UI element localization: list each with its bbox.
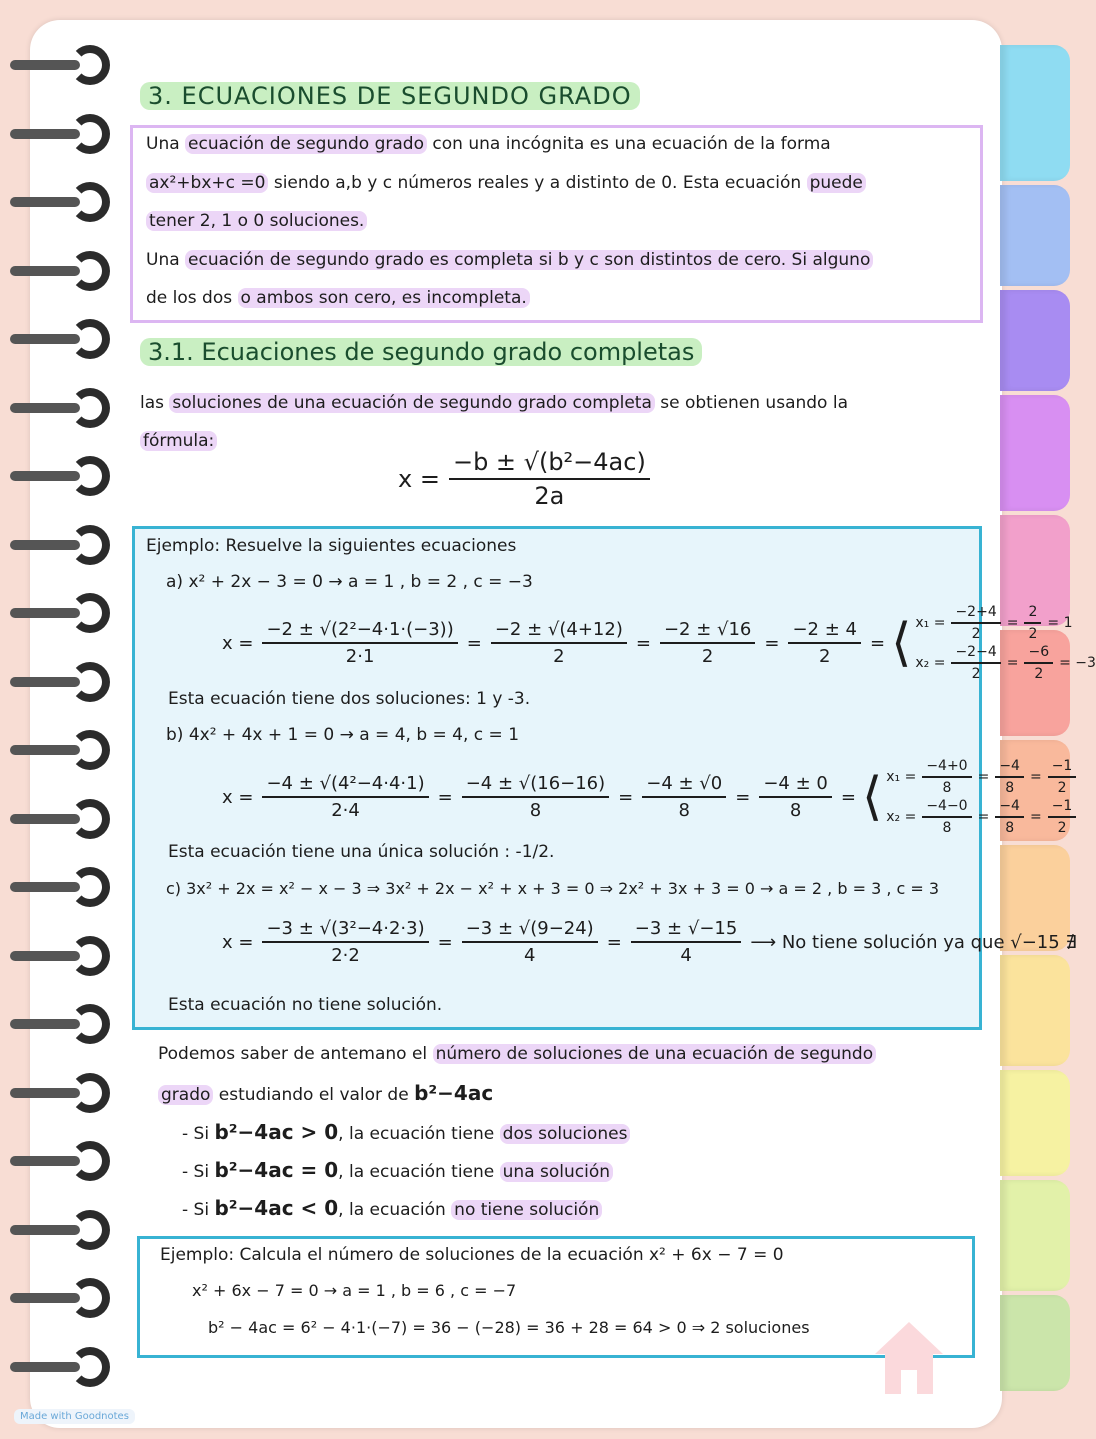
numerator: −4 ± √(4²−4·4·1) xyxy=(262,773,428,798)
denominator: 8 xyxy=(1005,820,1015,836)
eq-text: = xyxy=(840,786,856,808)
fraction xyxy=(449,448,650,510)
spiral-ring xyxy=(10,936,102,976)
branch-lines xyxy=(915,604,1096,682)
fraction xyxy=(951,644,1000,682)
example-heading: Ejemplo: Resuelve la siguientes ecuaciones xyxy=(146,536,517,556)
eq-text: x = xyxy=(222,931,254,953)
highlighted-text: ecuación de segundo grado es completa si b y c son distintos de cero. Si alguno xyxy=(185,250,873,270)
highlighted-text: ecuación de segundo grado xyxy=(185,134,427,154)
fraction xyxy=(1024,604,1041,642)
eq-text: = xyxy=(869,632,886,654)
numerator: −3 ± √(3²−4·2·3) xyxy=(262,918,428,943)
denominator: 2 xyxy=(1057,780,1067,796)
numerator: −4 ± √(16−16) xyxy=(462,773,609,798)
subsection-title-text: 3.1. Ecuaciones de segundo grado completas xyxy=(140,338,702,366)
spiral-ring xyxy=(10,1141,102,1181)
spiral-ring xyxy=(10,799,102,839)
fraction xyxy=(462,773,609,821)
highlighted-text: dos soluciones xyxy=(500,1124,631,1144)
numerator: −4 ± √0 xyxy=(642,773,726,798)
text: se obtienen usando la xyxy=(654,393,848,413)
definition-line xyxy=(146,134,831,154)
eq-text: = xyxy=(764,632,780,654)
section-tab-2[interactable] xyxy=(1000,185,1070,286)
numerator: −4−0 xyxy=(922,798,971,818)
eq-text: = xyxy=(1029,809,1042,825)
eq-text: = xyxy=(1006,655,1019,671)
eq-text: = 1 xyxy=(1047,615,1073,631)
text: - Si xyxy=(182,1200,215,1220)
spiral-ring xyxy=(10,182,102,222)
numerator: −2−4 xyxy=(951,644,1000,664)
numerator: −4 xyxy=(995,798,1024,818)
denominator: 8 xyxy=(1005,780,1015,796)
spiral-ring xyxy=(10,1278,102,1318)
discriminant-case xyxy=(182,1158,613,1182)
fraction xyxy=(759,773,832,821)
example-c-result: Esta ecuación no tiene solución. xyxy=(168,995,443,1015)
eq-text: = xyxy=(618,786,634,808)
discriminant-line xyxy=(158,1081,493,1105)
section-tab-9[interactable] xyxy=(1000,955,1070,1066)
bold-expression: b²−4ac < 0 xyxy=(214,1196,339,1220)
brace: ⟨ xyxy=(861,767,883,827)
eq-text: = −3 xyxy=(1059,655,1096,671)
branch-line xyxy=(915,644,1096,682)
example-b-equation: b) 4x² + 4x + 1 = 0 → a = 4, b = 4, c = 1 xyxy=(166,725,520,745)
spiral-ring xyxy=(10,456,102,496)
section-tab-1[interactable] xyxy=(1000,45,1070,181)
denominator: 8 xyxy=(789,800,802,821)
fraction xyxy=(1024,644,1053,682)
definition-line xyxy=(146,211,367,231)
eq-text: = xyxy=(466,632,482,654)
highlighted-text: ax²+bx+c =0 xyxy=(146,173,268,193)
bold-expression: b²−4ac xyxy=(414,1081,494,1105)
denominator: 4 xyxy=(523,945,536,966)
fraction xyxy=(262,773,428,821)
spiral-ring xyxy=(10,388,102,428)
fraction xyxy=(995,758,1024,796)
fraction xyxy=(262,619,457,667)
text: Una xyxy=(146,134,186,154)
eq-text: = xyxy=(1006,615,1019,631)
numerator: −2 ± √(2²−4·1·(−3)) xyxy=(262,619,457,644)
highlighted-text: número de soluciones de una ecuación de segundo xyxy=(433,1044,877,1064)
spiral-ring xyxy=(10,662,102,702)
brace: ⟨ xyxy=(891,613,912,673)
highlighted-text: fórmula: xyxy=(140,431,217,451)
fraction xyxy=(995,798,1024,836)
eq-text: = xyxy=(977,809,990,825)
denominator: 4 xyxy=(680,945,692,966)
denominator: 2 xyxy=(1057,820,1067,836)
example-2-heading: Ejemplo: Calcula el número de soluciones de la ecuación x² + 6x − 7 = 0 xyxy=(160,1245,784,1265)
fraction xyxy=(642,773,726,821)
quadratic-formula xyxy=(398,448,653,510)
eq-text: = xyxy=(735,786,751,808)
numerator: −2 ± √16 xyxy=(660,619,755,644)
eq-text: x = xyxy=(222,632,254,654)
text: Podemos saber de antemano el xyxy=(158,1044,433,1064)
fraction xyxy=(1048,758,1077,796)
discriminant-case xyxy=(182,1196,602,1220)
section-title xyxy=(140,82,640,110)
numerator: −2 ± √(4+12) xyxy=(491,619,627,644)
section-title-text: 3. ECUACIONES DE SEGUNDO GRADO xyxy=(140,82,640,110)
section-tab-4[interactable] xyxy=(1000,395,1070,511)
denominator: 2 xyxy=(971,666,981,682)
spiral-ring xyxy=(10,319,102,359)
example-b-result: Esta ecuación tiene una única solución : -1/2. xyxy=(168,842,555,862)
spiral-ring xyxy=(10,1210,102,1250)
numerator: −4+0 xyxy=(922,758,971,778)
text: con una incógnita es una ecuación de la forma xyxy=(427,134,831,154)
text: - Si xyxy=(182,1124,215,1144)
spiral-ring xyxy=(10,867,102,907)
text: , la ecuación tiene xyxy=(338,1124,500,1144)
text: - Si xyxy=(182,1162,215,1182)
eq-text: x₁ = xyxy=(915,615,946,631)
highlighted-text: una solución xyxy=(500,1162,613,1182)
denominator: 2·2 xyxy=(331,945,360,966)
bold-expression: b²−4ac > 0 xyxy=(214,1120,339,1144)
home-icon[interactable] xyxy=(873,1318,945,1396)
discriminant-line xyxy=(158,1044,876,1064)
example-a-solution xyxy=(222,604,1096,682)
definition-line xyxy=(146,250,873,270)
eq-text: = xyxy=(437,931,453,953)
fraction xyxy=(922,798,971,836)
eq-text: x₂ = xyxy=(886,809,917,825)
example-c-solution xyxy=(222,918,1077,966)
definition-line xyxy=(146,288,530,308)
section-tab-11[interactable] xyxy=(1000,1180,1070,1291)
denominator: 2 xyxy=(971,626,981,642)
fraction xyxy=(462,918,598,966)
goodnotes-watermark: Made with Goodnotes xyxy=(14,1409,135,1424)
fraction xyxy=(660,619,755,667)
numerator: −2 ± 4 xyxy=(788,619,861,644)
fraction xyxy=(631,918,742,966)
numerator: −6 xyxy=(1024,644,1053,664)
spiral-ring xyxy=(10,114,102,154)
eq-text: = xyxy=(437,786,453,808)
numerator: −b ± √(b²−4ac) xyxy=(449,448,650,480)
denominator: 2 xyxy=(553,646,565,667)
numerator: −2+4 xyxy=(951,604,1000,624)
numerator: −1 xyxy=(1048,758,1077,778)
eq-text: = xyxy=(606,931,622,953)
eq-text: = xyxy=(1029,769,1042,785)
branch-line xyxy=(886,798,1079,836)
eq-text: x₂ = xyxy=(915,655,946,671)
denominator: 2 xyxy=(701,646,714,667)
fraction xyxy=(1048,798,1077,836)
spiral-ring xyxy=(10,730,102,770)
highlighted-text: puede xyxy=(807,173,866,193)
text: Una xyxy=(146,249,186,270)
spiral-ring xyxy=(10,45,102,85)
section-tab-10[interactable] xyxy=(1000,1070,1070,1176)
example-a-result: Esta ecuación tiene dos soluciones: 1 y -3. xyxy=(168,689,531,709)
example-a-equation: a) x² + 2x − 3 = 0 → a = 1 , b = 2 , c = −3 xyxy=(166,572,533,592)
formula-intro-line xyxy=(140,393,848,413)
fraction xyxy=(951,604,1000,642)
solution-branches xyxy=(891,604,1096,682)
denominator: 2 xyxy=(1028,626,1038,642)
denominator: 8 xyxy=(529,800,542,821)
section-tab-3[interactable] xyxy=(1000,290,1070,391)
example-2-line-1: x² + 6x − 7 = 0 → a = 1 , b = 6 , c = −7 xyxy=(192,1281,517,1300)
denominator: 2a xyxy=(534,482,565,510)
denominator: 2 xyxy=(1034,666,1044,682)
fraction xyxy=(491,619,627,667)
numerator: −3 ± √(9−24) xyxy=(462,918,598,943)
eq-text: = xyxy=(635,632,651,654)
text: siendo a,b y c números reales y a distinto de 0. Esta ecuación xyxy=(268,172,807,193)
formula-intro-line xyxy=(140,431,217,451)
denominator: 8 xyxy=(942,820,952,836)
text: , la ecuación xyxy=(338,1200,452,1220)
spiral-ring xyxy=(10,1347,102,1387)
spiral-ring xyxy=(10,525,102,565)
highlighted-text: grado xyxy=(158,1085,213,1105)
bold-expression: b²−4ac = 0 xyxy=(214,1158,339,1182)
eq-text: = xyxy=(977,769,990,785)
numerator: −1 xyxy=(1048,798,1077,818)
denominator: 2·4 xyxy=(331,800,360,821)
denominator: 8 xyxy=(942,780,952,796)
example-b-solution xyxy=(222,758,1079,836)
branch-line xyxy=(915,604,1096,642)
highlighted-text: soluciones de una ecuación de segundo grado completa xyxy=(169,393,654,413)
text: las xyxy=(140,393,170,413)
discriminant-case xyxy=(182,1120,630,1144)
numerator: 2 xyxy=(1024,604,1041,624)
numerator: −3 ± √−15 xyxy=(631,918,742,943)
definition-line xyxy=(146,173,866,193)
denominator: 8 xyxy=(678,800,690,821)
eq-text: ⟶ No tiene solución ya que √−15 ∄ xyxy=(750,931,1077,953)
text: , la ecuación tiene xyxy=(338,1162,500,1182)
eq-text: x₁ = xyxy=(886,769,917,785)
highlighted-text: tener 2, 1 o 0 soluciones. xyxy=(146,211,367,231)
numerator: −4 ± 0 xyxy=(759,773,832,798)
example-c-equation: c) 3x² + 2x = x² − x − 3 ⇒ 3x² + 2x − x² + x + 3 = 0 ⇒ 2x² + 3x + 3 = 0 → a = 2 , b = 3 , c = 3 xyxy=(166,879,940,898)
spiral-ring xyxy=(10,593,102,633)
section-tab-12[interactable] xyxy=(1000,1295,1070,1391)
subsection-title xyxy=(140,338,702,366)
denominator: 2·1 xyxy=(345,646,375,667)
spiral-ring xyxy=(10,251,102,291)
eq-text: x = xyxy=(222,786,254,808)
text: estudiando el valor de xyxy=(213,1085,415,1105)
fraction xyxy=(788,619,861,667)
spiral-ring xyxy=(10,1073,102,1113)
numerator: −4 xyxy=(995,758,1024,778)
highlighted-text: no tiene solución xyxy=(451,1200,602,1220)
spiral-ring xyxy=(10,1004,102,1044)
text: de los dos xyxy=(146,288,238,308)
solution-branches xyxy=(862,758,1079,836)
branch-line xyxy=(886,758,1079,796)
fraction xyxy=(922,758,971,796)
fraction xyxy=(262,918,428,966)
branch-lines xyxy=(886,758,1079,836)
highlighted-text: o ambos son cero, es incompleta. xyxy=(238,288,530,308)
example-2-line-2: b² − 4ac = 6² − 4·1·(−7) = 36 − (−28) = 36 + 28 = 64 > 0 ⇒ 2 soluciones xyxy=(208,1318,810,1337)
denominator: 2 xyxy=(819,646,831,667)
eq-text: x = xyxy=(398,465,440,493)
